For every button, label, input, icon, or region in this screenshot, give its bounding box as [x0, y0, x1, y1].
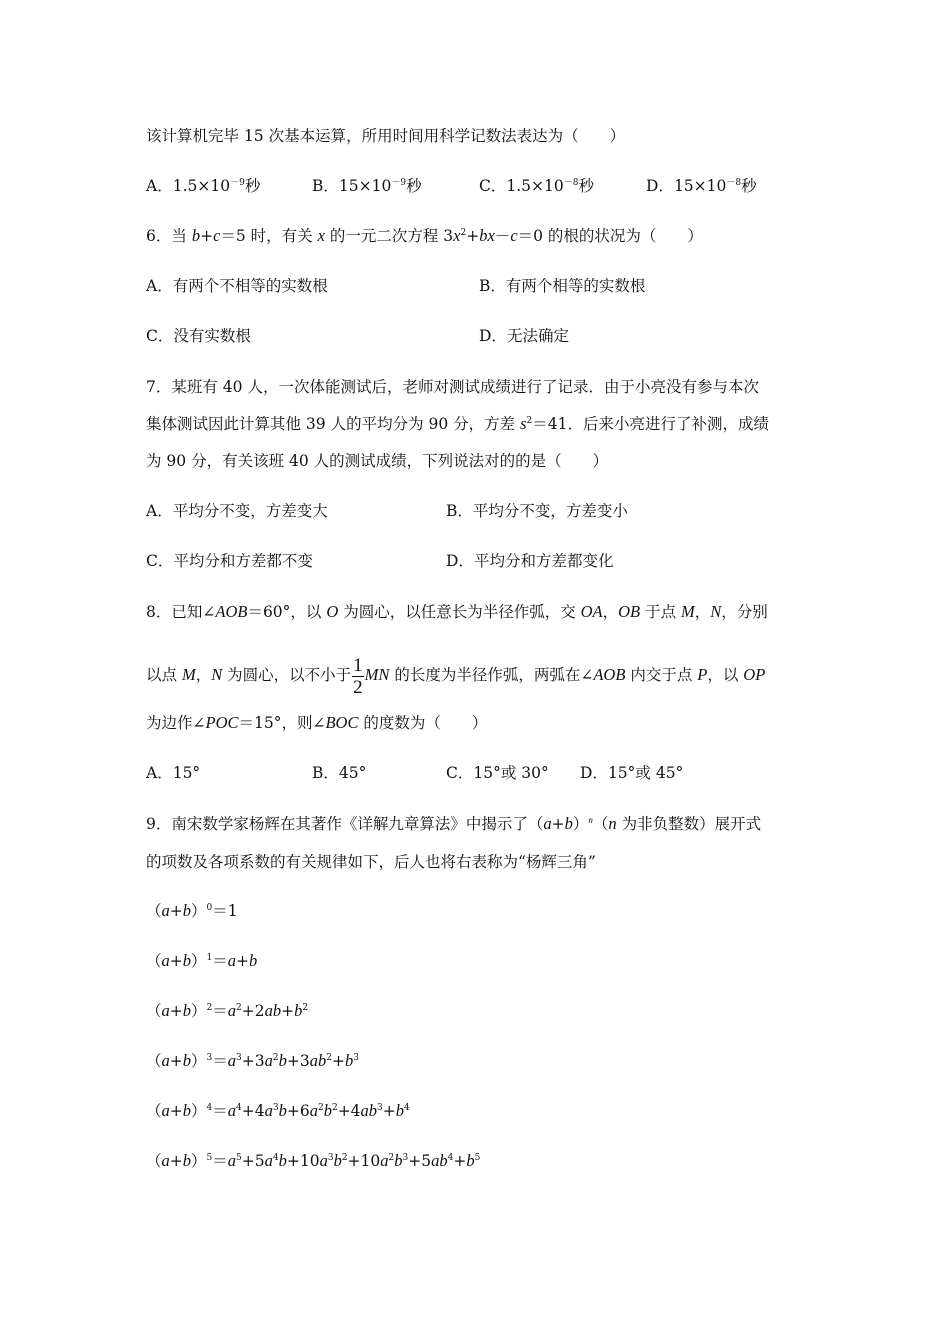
- expansion-5: $(a+b)^5=a^5+5a^4b+10a^3b^2+10a^2b^3+5ab^4+b^5$: [146, 1151, 481, 1170]
- option-letter: C．: [479, 177, 507, 195]
- option-letter: D．: [580, 764, 608, 782]
- option-text: 平均分不变，方差变大: [172, 502, 328, 520]
- q7-option-a[interactable]: [146, 500, 328, 522]
- option-text: 15°或 45°: [607, 764, 684, 782]
- q8-option-b[interactable]: [312, 762, 366, 784]
- q5-option-b[interactable]: [312, 175, 422, 197]
- exponent: 0: [206, 903, 213, 913]
- exponent: －8: [563, 178, 579, 188]
- unit: 秒: [406, 177, 422, 195]
- q8-stem-line-2: 以点 M，N 为圆心，以不小于 $\frac{1}{2}$ MN 的长度为半径作弧，两弧在∠AOB 内交于点 P，以 OP: [146, 654, 766, 698]
- option-text: 平均分不变，方差变小: [472, 502, 628, 520]
- option-text: 没有实数根: [173, 327, 251, 345]
- option-text: 15°或 30°: [473, 764, 549, 782]
- q8-option-d[interactable]: [580, 762, 683, 784]
- expansion-1: $(a+b)^1=a+b$: [146, 951, 258, 970]
- q7-stem-line-3: 为 90 分，有关该班 40 人的测试成绩，下列说法对的的是（ ）: [146, 452, 609, 470]
- option-text: 平均分和方差都不变: [173, 552, 313, 570]
- fraction-numerator: 1: [353, 654, 363, 676]
- q6-stem: 6．当 b+c＝5 时，有关 x 的一元二次方程 $3x^2+bx-c=0$ 的根的状况为（ ）: [146, 226, 703, 245]
- option-text: 平均分和方差都变化: [473, 552, 614, 570]
- option-text: 无法确定: [506, 327, 569, 345]
- option-letter: C．: [446, 764, 474, 782]
- option-text: 15×10: [673, 177, 727, 195]
- q7-stem-line-2: 集体测试因此计算其他 39 人的平均分为 90 分，方差 $s^2=41$．后来小亮进行了补测，成绩: [146, 414, 769, 433]
- q6-option-b[interactable]: [479, 275, 645, 297]
- fraction: [352, 656, 364, 697]
- expansion-3: $(a+b)^3=a^3+3a^2b+3ab^2+b^3$: [146, 1051, 359, 1070]
- unit: 秒: [244, 177, 261, 195]
- exponent: －8: [726, 178, 742, 188]
- expansion-0: $(a+b)^0=1$: [146, 901, 238, 920]
- option-letter: B．: [312, 177, 339, 195]
- q9-stem-line-2: 的项数及各项系数的有关规律如下，后人也将右表称为“杨辉三角”: [146, 853, 596, 871]
- option-letter: C．: [146, 552, 174, 570]
- exponent: 4: [206, 1103, 213, 1113]
- option-letter: B．: [479, 277, 506, 295]
- q8-option-c[interactable]: [446, 762, 549, 784]
- q7-option-d[interactable]: [446, 550, 613, 572]
- expansion-4: $(a+b)^4=a^4+4a^3b+6a^2b^2+4ab^3+b^4$: [146, 1101, 410, 1120]
- option-text: 有两个不相等的实数根: [172, 277, 328, 295]
- option-letter: A．: [146, 277, 173, 295]
- option-letter: D．: [646, 177, 674, 195]
- option-letter: A．: [146, 502, 173, 520]
- expansion-2: $(a+b)^2=a^2+2ab+b^2$: [146, 1001, 309, 1020]
- q6-option-a[interactable]: [146, 275, 328, 297]
- option-letter: D．: [479, 327, 507, 345]
- q8-option-a[interactable]: [146, 762, 200, 784]
- question-number: 6．: [146, 227, 172, 245]
- fraction-denominator: 2: [353, 676, 363, 698]
- unit: 秒: [741, 177, 757, 195]
- q5-stem: 该计算机完毕 15 次基本运算，所用时间用科学记数法表达为（ ）: [146, 127, 626, 145]
- q5-option-d[interactable]: [646, 175, 757, 197]
- q7-option-c[interactable]: [146, 550, 313, 572]
- exponent: －9: [391, 178, 407, 188]
- exponent: 1: [206, 953, 213, 963]
- q7-option-b[interactable]: [446, 500, 628, 522]
- exponent: 3: [206, 1053, 213, 1063]
- q5-option-c[interactable]: [479, 175, 594, 197]
- q6-option-d[interactable]: [479, 325, 569, 347]
- option-text: 15×10: [338, 177, 392, 195]
- option-text: 45°: [338, 764, 367, 782]
- option-letter: B．: [312, 764, 339, 782]
- unit: 秒: [578, 177, 594, 195]
- option-letter: C．: [146, 327, 174, 345]
- q6-option-c[interactable]: [146, 325, 251, 347]
- q5-option-a[interactable]: [146, 175, 260, 197]
- exponent: 2: [206, 1003, 213, 1013]
- q7-stem-line-1: 7．某班有 40 人，一次体能测试后，老师对测试成绩进行了记录．由于小亮没有参与本次: [146, 378, 759, 396]
- option-text: 有两个相等的实数根: [505, 277, 646, 295]
- option-letter: A．: [146, 764, 173, 782]
- q8-stem-line-1: 8．已知∠AOB＝60°，以 O 为圆心，以任意长为半径作弧，交 OA，OB 于点 M，N，分别: [146, 602, 768, 621]
- option-text: 1.5×10: [506, 177, 564, 195]
- option-text: 15°: [172, 764, 201, 782]
- exponent: －9: [230, 178, 245, 188]
- q8-stem-line-3: 为边作∠POC＝15°，则∠BOC 的度数为（ ）: [146, 713, 488, 732]
- q9-stem-line-1: 9．南宋数学家杨辉在其著作《详解九章算法》中揭示了$(a+b)^n(n$ 为非负整数）展开式: [146, 814, 762, 833]
- option-letter: B．: [446, 502, 473, 520]
- option-text: 1.5×10: [172, 177, 231, 195]
- exponent: 5: [206, 1153, 213, 1163]
- option-letter: A．: [146, 177, 173, 195]
- option-letter: D．: [446, 552, 474, 570]
